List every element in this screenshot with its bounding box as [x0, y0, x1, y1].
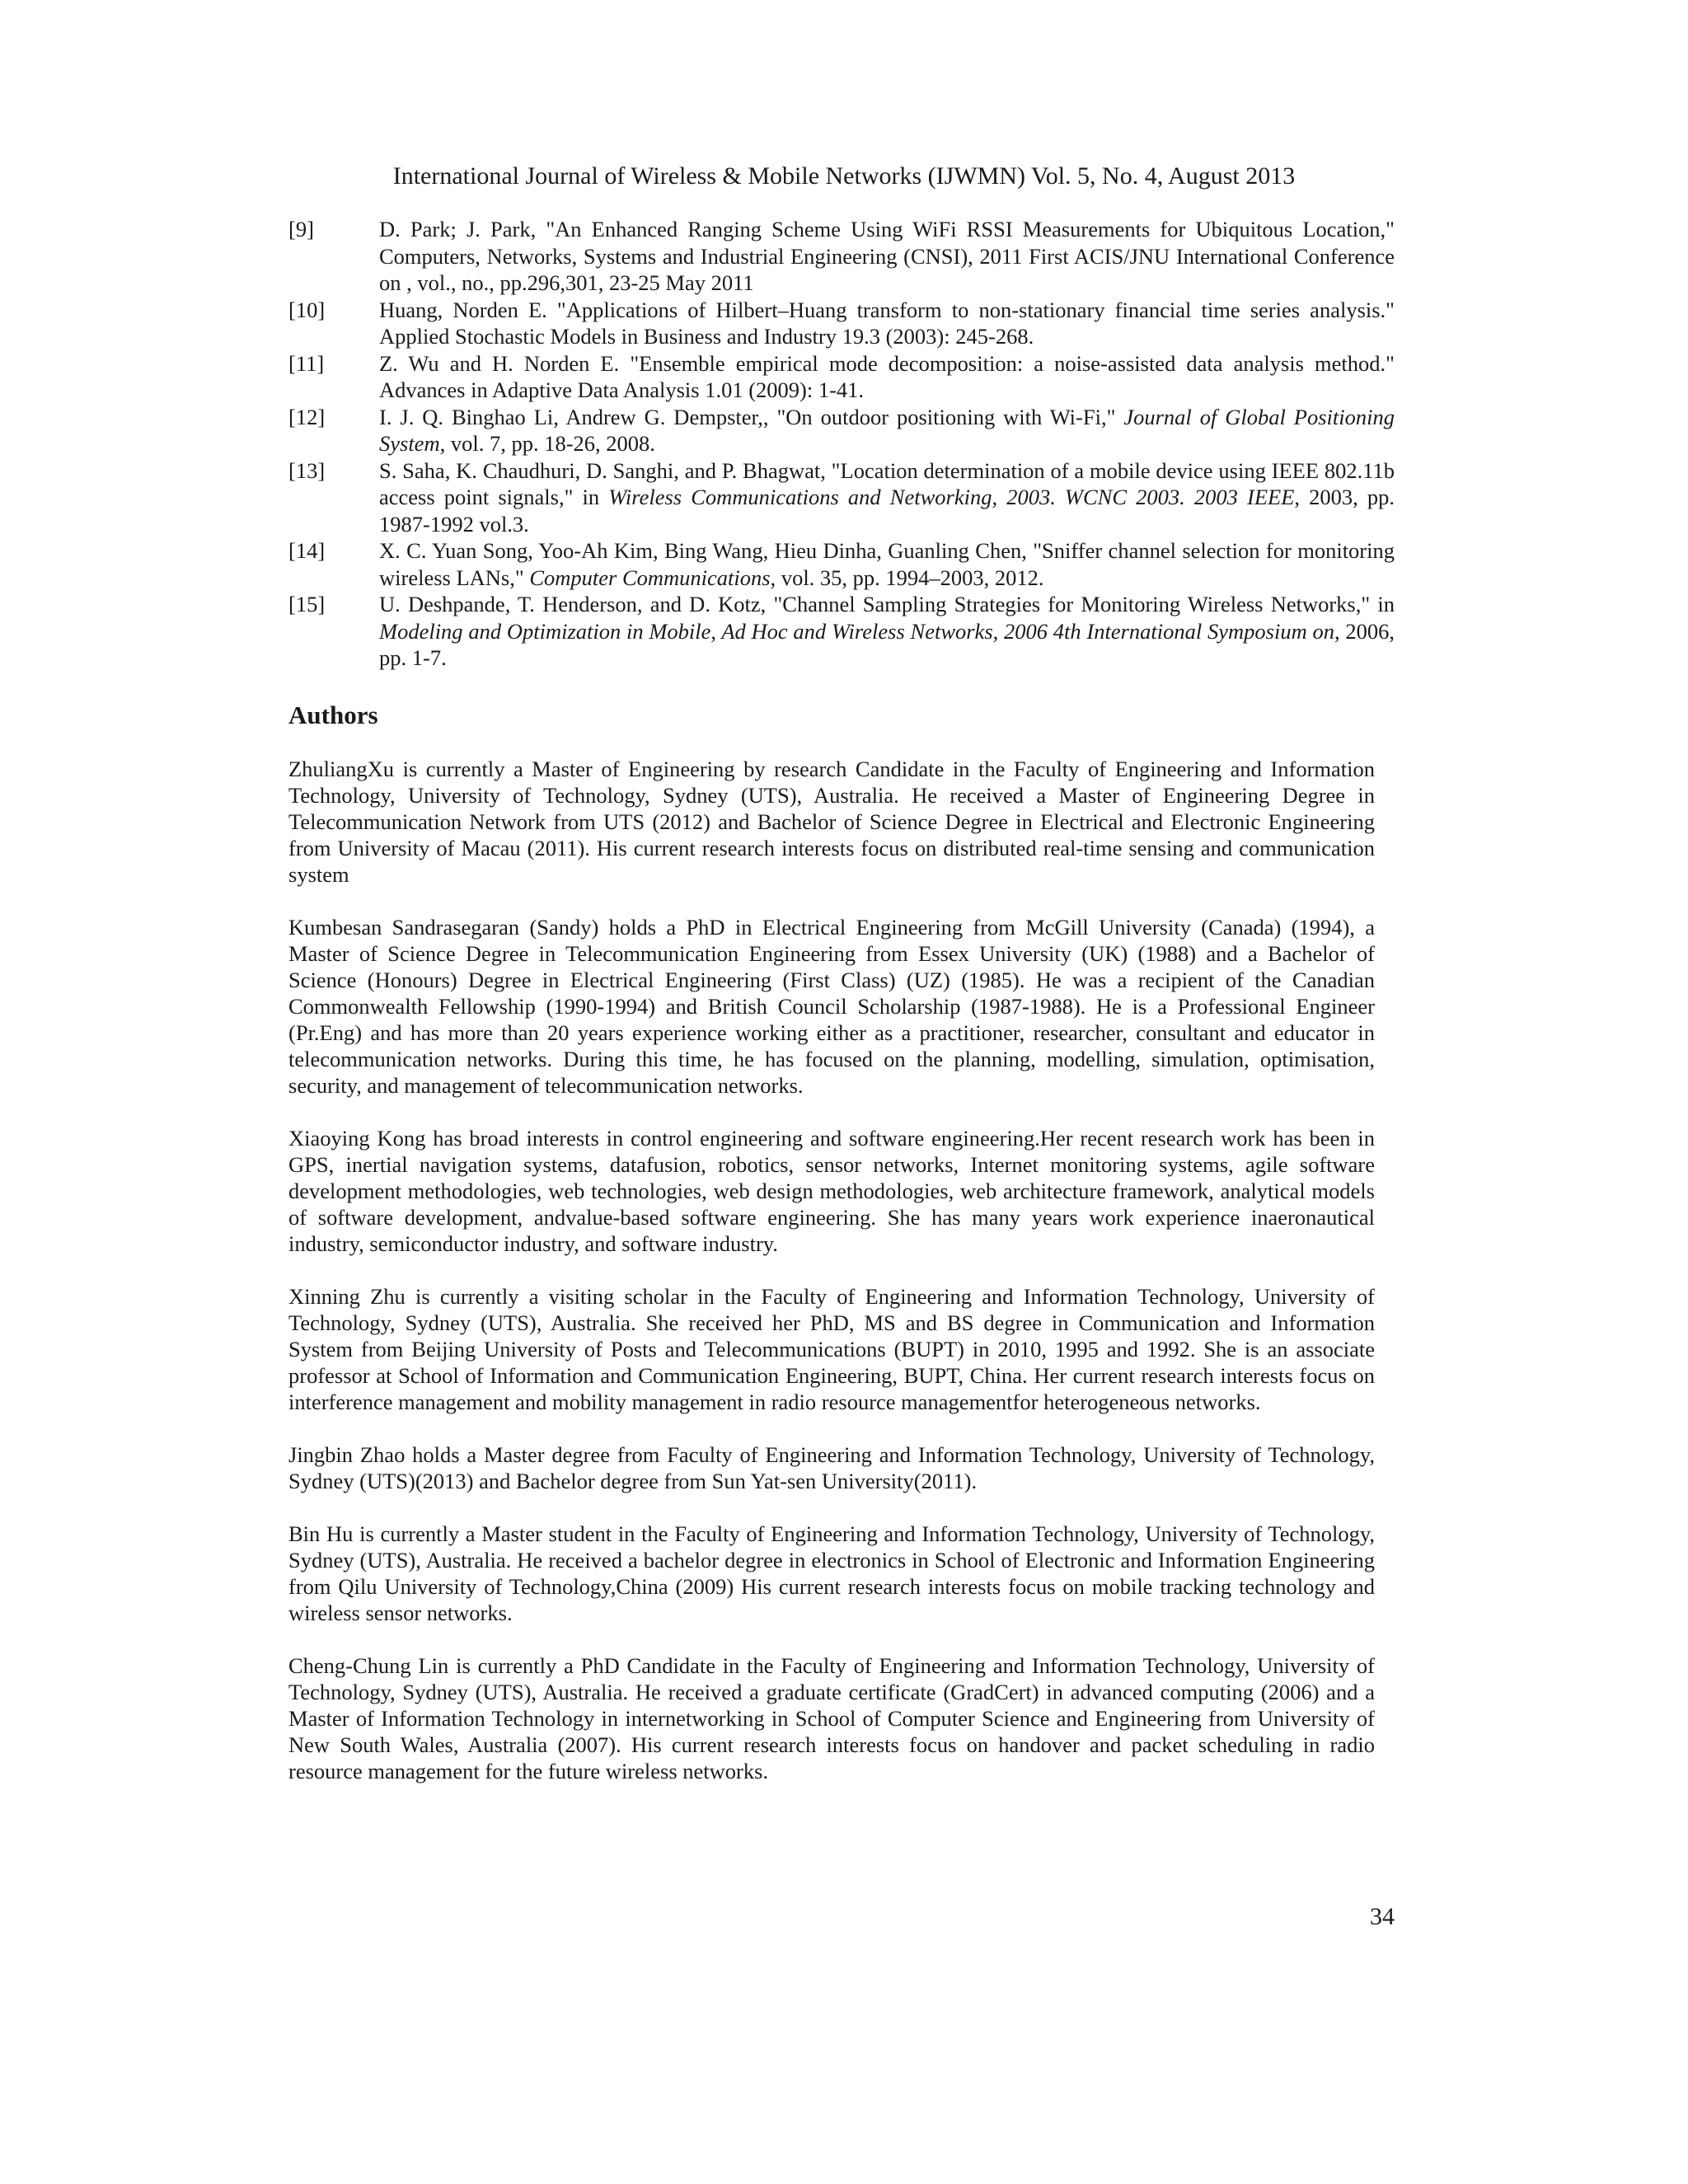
- author-bio: ZhuliangXu is currently a Master of Engineering by research Candidate in the Faculty of Engineering and Information Technology, University of Technology, Sydney (UTS), Australia. He received a Master of Engineering Degree in Telecommunication Network from UTS (2012) and Bachelor of Science Degree in Electrical and Electronic Engineering from University of Macau (2011). His current research interests focus on distributed real-time sensing and communication system: [288, 757, 1375, 887]
- reference-venue-italic: Wireless Communications and Networking, 2003. WCNC 2003. 2003 IEEE: [608, 485, 1295, 509]
- authors-heading: Authors: [288, 701, 378, 729]
- reference-item: [288, 216, 1395, 297]
- reference-text-plain: Z. Wu and H. Norden E. "Ensemble empirical mode decomposition: a noise-assisted data analysis method." Advances in Adaptive Data Analysis 1.01 (2009): 1-41.: [379, 350, 1395, 402]
- author-bio: Jingbin Zhao holds a Master degree from Faculty of Engineering and Information Technology, University of Technology, Sydney (UTS)(2013) and Bachelor degree from Sun Yat-sen University(2011).: [288, 1442, 1375, 1493]
- reference-text-tail: vol. 35, pp. 1994–2003, 2012.: [776, 565, 1044, 590]
- reference-venue-italic: Computer Communications,: [529, 565, 776, 590]
- reference-item: [288, 537, 1395, 591]
- reference-text-tail: , 2006, pp. 1-7.: [379, 618, 1395, 670]
- reference-text-plain: Huang, Norden E. "Applications of Hilbert–Huang transform to non-stationary financial time series analysis." Applied Stochastic Models in Business and Industry 19.3 (2003): 245-268.: [379, 297, 1395, 349]
- reference-item: [288, 457, 1395, 538]
- author-bio: Xinning Zhu is currently a visiting scholar in the Faculty of Engineering and Information Technology, University of Technology, Sydney (UTS), Australia. She received her PhD, MS and BS degree in Communication and Information System from Beijing University of Posts and Telecommunications (BUPT) in 2010, 1995 and 1992. She is an associate professor at School of Information and Communication Engineering, BUPT, China. Her current research interests focus on interference management and mobility management in radio resource managementfor heterogeneous networks.: [288, 1284, 1375, 1414]
- running-header: International Journal of Wireless & Mobile Networks (IJWMN) Vol. 5, No. 4, August 2013: [392, 162, 1296, 190]
- reference-text-plain: X. C. Yuan Song, Yoo-Ah Kim, Bing Wang, Hieu Dinha, Guanling Chen, "Sniffer channel selection for monitoring wireless LANs,": [379, 538, 1395, 590]
- reference-text-plain: I. J. Q. Binghao Li, Andrew G. Dempster,, "On outdoor positioning with Wi-Fi,": [379, 404, 1124, 429]
- reference-text-tail: , 2003, pp. 1987-1992 vol.3.: [379, 485, 1395, 537]
- reference-item: [288, 297, 1395, 350]
- reference-number: [9]: [288, 217, 314, 241]
- author-bio: Xiaoying Kong has broad interests in control engineering and software engineering.Her recent research work has been in GPS, inertial navigation systems, datafusion, robotics, sensor networks, Internet monitoring systems, agile software development methodologies, web technologies, web design methodologies, web architecture framework, analytical models of software development, andvalue-based software engineering. She has many years work experience inaeronautical industry, semiconductor industry, and software industry.: [288, 1126, 1375, 1256]
- reference-venue-italic: Journal of Global Positioning System,: [379, 404, 1395, 456]
- reference-item: [288, 591, 1395, 672]
- author-bios: [288, 756, 1375, 1811]
- reference-text: [379, 537, 1395, 591]
- reference-number: [13]: [288, 457, 326, 483]
- reference-text: [379, 297, 1395, 350]
- author-bio: Bin Hu is currently a Master student in the Faculty of Engineering and Information Technology, University of Technology, Sydney (UTS), Australia. He received a bachelor degree in electronics in School of Electronic and Information Engineering from Qilu University of Technology,China (2009) His current research interests focus on mobile tracking technology and wireless sensor networks.: [288, 1521, 1375, 1625]
- reference-text-plain: D. Park; J. Park, "An Enhanced Ranging Scheme Using WiFi RSSI Measurements for Ubiquitous Location," Computers, Networks, Systems and Industrial Engineering (CNSI), 2011 First ACIS/JNU International Conference on , vol., no., pp.296,301, 23-25 May 2011: [379, 217, 1395, 295]
- reference-text: [379, 591, 1395, 672]
- reference-number: [10]: [288, 297, 326, 322]
- reference-text: [379, 404, 1395, 457]
- reference-number: [12]: [288, 404, 326, 429]
- reference-number: [15]: [288, 592, 326, 616]
- reference-list: [288, 216, 1395, 672]
- author-bio: Cheng-Chung Lin is currently a PhD Candidate in the Faculty of Engineering and Information Technology, University of Technology, Sydney (UTS), Australia. He received a graduate certificate (GradCert) in advanced computing (2006) and a Master of Information Technology in internetworking in School of Computer Science and Engineering from University of New South Wales, Australia (2007). His current research interests focus on handover and packet scheduling in radio resource management for the future wireless networks.: [288, 1653, 1375, 1783]
- reference-number: [14]: [288, 538, 326, 563]
- author-bio: Kumbesan Sandrasegaran (Sandy) holds a PhD in Electrical Engineering from McGill University (Canada) (1994), a Master of Science Degree in Telecommunication Engineering from Essex University (UK) (1988) and a Bachelor of Science (Honours) Degree in Electrical Engineering (First Class) (UZ) (1985). He was a recipient of the Canadian Commonwealth Fellowship (1990-1994) and British Council Scholarship (1987-1988). He is a Professional Engineer (Pr.Eng) and has more than 20 years experience working either as a practitioner, researcher, consultant and educator in telecommunication networks. During this time, he has focused on the planning, modelling, simulation, optimisation, security, and management of telecommunication networks.: [288, 915, 1375, 1098]
- reference-number: [11]: [288, 350, 325, 376]
- reference-text-plain: S. Saha, K. Chaudhuri, D. Sanghi, and P. Bhagwat, "Location determination of a mobile device using IEEE 802.11b access point signals," in: [379, 457, 1395, 509]
- reference-venue-italic: Modeling and Optimization in Mobile, Ad Hoc and Wireless Networks, 2006 4th International Symposium on: [379, 618, 1334, 644]
- page-number: 34: [1370, 1903, 1395, 1930]
- reference-item: [288, 404, 1395, 457]
- reference-text: [379, 457, 1395, 538]
- reference-text-plain: U. Deshpande, T. Henderson, and D. Kotz, "Channel Sampling Strategies for Monitoring Wireless Networks," in: [379, 592, 1395, 616]
- reference-text-tail: vol. 7, pp. 18-26, 2008.: [445, 431, 655, 456]
- reference-text: [379, 350, 1395, 404]
- reference-text: [379, 216, 1395, 297]
- reference-item: [288, 350, 1395, 404]
